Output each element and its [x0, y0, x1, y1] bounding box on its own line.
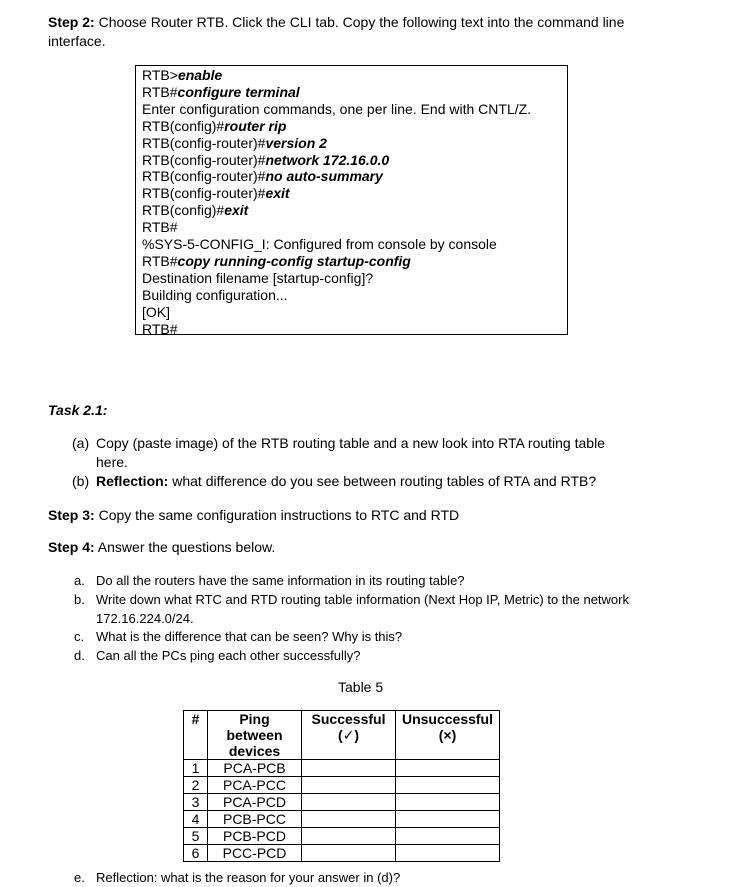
step3-paragraph [48, 506, 459, 525]
task21-b-text: what difference do you see between routing tables of RTA and RTB? [168, 473, 597, 489]
cli-line: RTB(config-router)#version 2 [142, 134, 327, 151]
cli-line: RTB#copy running-config startup-config [142, 252, 411, 269]
cli-line: RTB#configure terminal [142, 83, 300, 100]
task21-title: Task 2.1: [48, 402, 108, 418]
step4-text: Answer the questions below. [94, 539, 276, 555]
table-row: 1 PCA-PCB [184, 760, 500, 777]
step3-label: Step 3: [48, 507, 95, 523]
unsuccessful-cell[interactable] [396, 828, 500, 845]
table5-header-row [184, 711, 500, 760]
successful-cell[interactable] [302, 760, 396, 777]
table-row: 5 PCB-PCD [184, 828, 500, 845]
question-e: e. Reflection: what is the reason for your answer in (d)? [74, 868, 674, 887]
unsuccessful-cell[interactable] [396, 811, 500, 828]
successful-cell[interactable] [302, 845, 396, 862]
table5-caption: Table 5 [338, 679, 384, 695]
cli-line: RTB(config)#router rip [142, 117, 287, 134]
step2-text-cont: interface. [48, 33, 106, 49]
question-b: b. Write down what RTC and RTD routing table information (Next Hop IP, Metric) to the network 172.16.224.0/24. [74, 590, 694, 628]
col-header-successful: Successful (✓) [302, 711, 396, 760]
cli-line: RTB(config-router)#exit [142, 185, 290, 202]
unsuccessful-cell[interactable] [396, 845, 500, 862]
question-a: a. Do all the routers have the same information in its routing table? [74, 571, 674, 590]
table-row: 6 PCC-PCD [184, 845, 500, 862]
question-b-text: Write down what RTC and RTD routing table information (Next Hop IP, Metric) to the network [96, 592, 629, 607]
col-header-num: # [184, 711, 208, 760]
task21-item-b [72, 472, 672, 491]
col-header-ping: Ping between devices [208, 711, 302, 760]
successful-cell[interactable] [302, 811, 396, 828]
question-e-text: Reflection: what is the reason for your answer in (d)? [96, 870, 401, 885]
step2-text: Choose Router RTB. Click the CLI tab. Copy the following text into the command line [94, 14, 625, 30]
question-c-text: What is the difference that can be seen? Why is this? [96, 629, 403, 644]
cli-transcript-box [135, 65, 568, 335]
question-d-text: Can all the PCs ping each other successfully? [96, 648, 361, 663]
step4-label: Step 4: [48, 539, 95, 555]
unsuccessful-cell[interactable] [396, 777, 500, 794]
task21-b-label: (b) [72, 473, 90, 489]
step4-paragraph [48, 538, 275, 557]
step2-label: Step 2: [48, 14, 95, 30]
step2-paragraph [48, 13, 688, 51]
table-row: 4 PCB-PCC [184, 811, 500, 828]
cli-line: [OK] [142, 303, 171, 320]
unsuccessful-cell[interactable] [396, 794, 500, 811]
task21-item-a [72, 434, 672, 472]
question-c: c. What is the difference that can be seen? Why is this? [74, 627, 674, 646]
question-d: d. Can all the PCs ping each other successfully? [74, 646, 674, 665]
cli-line: %SYS-5-CONFIG_I: Configured from console by console [142, 236, 497, 253]
step3-text: Copy the same configuration instructions to RTC and RTD [94, 507, 460, 523]
successful-cell[interactable] [302, 794, 396, 811]
unsuccessful-cell[interactable] [396, 760, 500, 777]
table-row: 3 PCA-PCD [184, 794, 500, 811]
cli-line: Destination filename [startup-config]? [142, 269, 374, 286]
cli-line: RTB# [142, 219, 178, 236]
successful-cell[interactable] [302, 828, 396, 845]
cli-line: RTB(config)#exit [142, 202, 249, 219]
question-a-text: Do all the routers have the same information in its routing table? [96, 573, 465, 588]
task21-a-text: Copy (paste image) of the RTB routing table and a new look into RTA routing table [96, 435, 605, 451]
table-row: 2 PCA-PCC [184, 777, 500, 794]
cli-line: Enter configuration commands, one per line. End with CNTL/Z. [142, 100, 532, 117]
cli-line: RTB(config-router)#no auto-summary [142, 168, 383, 185]
col-header-unsuccessful: Unsuccessful (×) [396, 711, 500, 760]
cli-line: RTB# [142, 320, 178, 337]
task21-b-bold: Reflection: [96, 473, 169, 489]
table5 [183, 710, 500, 862]
task21-a-text-cont: here. [96, 454, 128, 470]
cli-line: RTB(config-router)#network 172.16.0.0 [142, 151, 390, 168]
cli-line: RTB>enable [142, 67, 223, 83]
successful-cell[interactable] [302, 777, 396, 794]
cli-line: Building configuration... [142, 286, 288, 303]
question-b-text-cont: 172.16.224.0/24. [96, 611, 194, 626]
task21-a-label: (a) [72, 435, 90, 451]
